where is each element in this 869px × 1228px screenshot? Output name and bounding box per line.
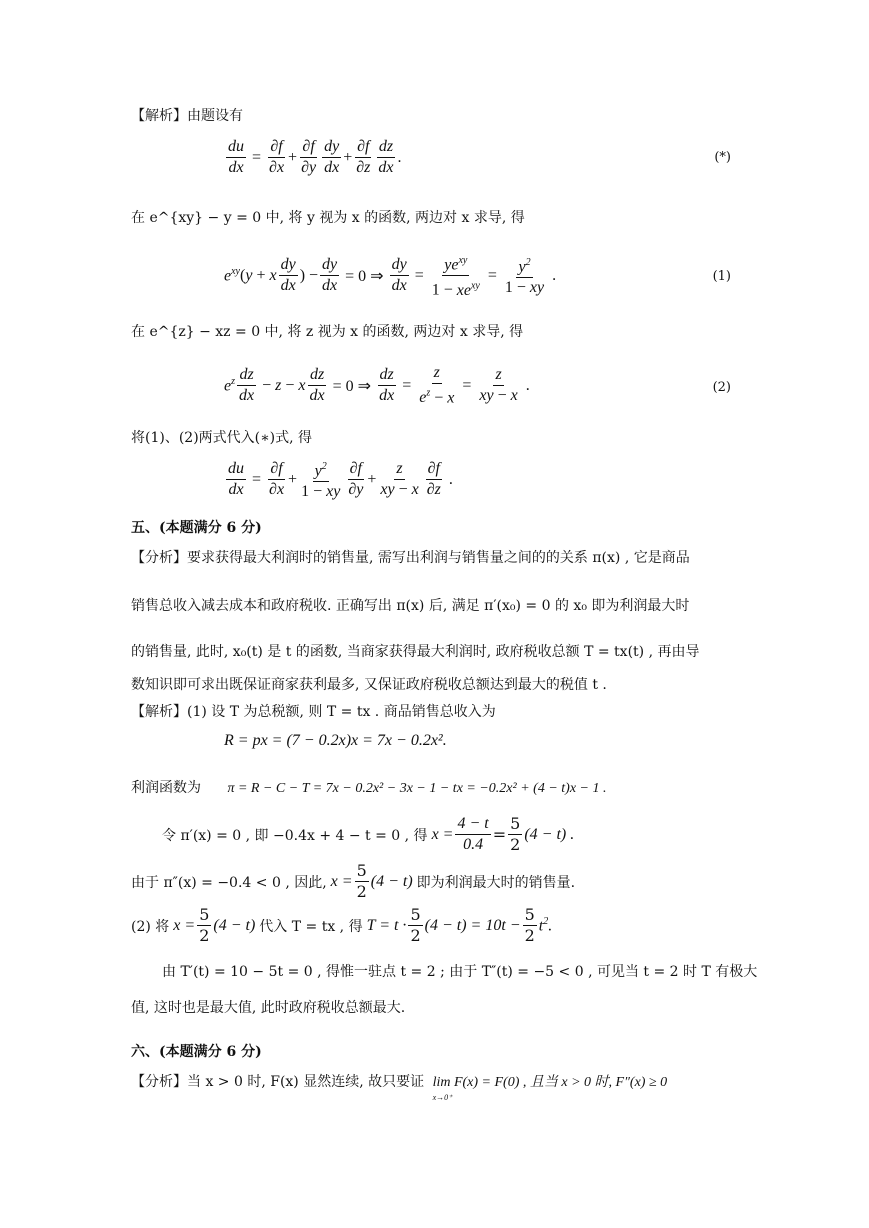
stationary-point-line: 由 T′(t) = 10 − 5t = 0 , 得惟一驻点 t = 2 ; 由于 T″(t) = −5 < 0 , 可见当 t = 2 时 T 有极大 [162,964,758,980]
analysis-5-line-2: 销售总收入减去成本和政府税收. 正确写出 π(x) 后, 满足 π′(x₀) = 0 的 x₀ 即为利润最大时 [131,598,690,614]
step2-text: 在 e^{z} − xz = 0 中, 将 z 视为 x 的函数, 两边对 x 求导, 得 [131,324,524,340]
analysis-5-line-4: 数知识即可求出既保证商家获利最多, 又保证政府税收总额达到最大的税值 t . [131,677,607,693]
jiexi-intro: 【解析】由题设有 [131,108,243,124]
substitute-text: 将(1)、(2)两式代入(∗)式, 得 [131,430,313,446]
part-2-line: (2) 将 x = $\frac{5}{2}$ (4 − t) 代入 T = tx , 得 T = t · $\frac{5}{2}$ (4 − t) = 10t − $\frac{5}{2}$ $t^2$. [131,905,553,945]
equation-result: $\frac{du}{dx}$ = $\frac{\partial f}{\partial x}$ + $\frac{y^2}{1 - xy}$ $\frac{\partial f}{\partial y}$ + $\frac{z}{xy - x}$ $\frac{\partial f}{\partial z}$ . [224,458,453,501]
profit-function-line [131,778,607,799]
equation-1: $e^{xy}$ ( y + x $\frac{dy}{dx}$ ) − $\frac{dy}{dx}$ = 0 ⇒ $\frac{dy}{dx}$ = $\frac{ye^{xy}}{1 - xe^{xy}}$ = $\frac{y^2}{1 - xy}$ . [224,252,556,300]
equation-2-label: (2) [712,380,731,395]
equation-2: $e^z$ $\frac{dz}{dx}$ − z − x $\frac{dz}{dx}$ = 0 ⇒ $\frac{dz}{dx}$ = $\frac{z}{e^z - x}$ = $\frac{z}{xy - x}$ . [224,364,530,407]
equation-star-label: (*) [714,150,731,165]
profit-label: 利润函数为 [131,780,201,796]
stationary-point-line-2: 值, 这时也是最大值, 此时政府税收总额最大. [131,1000,406,1016]
equation-total-derivative: $\frac{du}{dx}$ = $\frac{\partial f}{\partial x}$ + $\frac{\partial f}{\partial y}$ $\frac{dy}{dx}$ + $\frac{\partial f}{\partial z}$ $\frac{dz}{dx}$ . [228,138,402,176]
equation-1-label: (1) [712,269,731,284]
analysis-5-line-3: 的销售量, 此时, x₀(t) 是 t 的函数, 当商家获得最大利润时, 政府税收总额 T = tx(t) , 再由导 [131,644,700,660]
section-6-title: 六、(本题满分 6 分) [131,1044,262,1060]
profit-equation: π = R − C − T = 7x − 0.2x² − 3x − 1 − tx = −0.2x² + (4 − t)x − 1 . [227,781,607,796]
second-derivative-line: 由于 π″(x) = −0.4 < 0 , 因此, x = $\frac{5}{2}$ (4 − t) 即为利润最大时的销售量. [131,861,576,901]
solution-5-line-1: 【解析】(1) 设 T 为总税额, 则 T = tx . 商品销售总收入为 [131,704,496,720]
section-5-title: 五、(本题满分 6 分) [131,520,262,536]
step1-text: 在 e^{xy} − y = 0 中, 将 y 视为 x 的函数, 两边对 x 求导, 得 [131,210,525,226]
analysis-5-line-1: 【分析】要求获得最大利润时的销售量, 需写出利润与销售量之间的的关系 π(x) , 它是商品 [131,550,690,566]
revenue-equation: R = px = (7 − 0.2x)x = 7x − 0.2x². [224,732,447,749]
derivative-zero-line: 令 π′(x) = 0 , 即 −0.4x + 4 − t = 0 , 得 x = $\frac{4 - t}{0.4}$ = $\frac{5}{2}$ (4 − t) . [162,814,575,854]
analysis-6-line-1: 【分析】当 x > 0 时, F(x) 显然连续, 故只要证 lim F(x) = F(0) , 且当 x > 0 时, F″(x) ≥ 0 x→0⁺ [131,1074,668,1102]
